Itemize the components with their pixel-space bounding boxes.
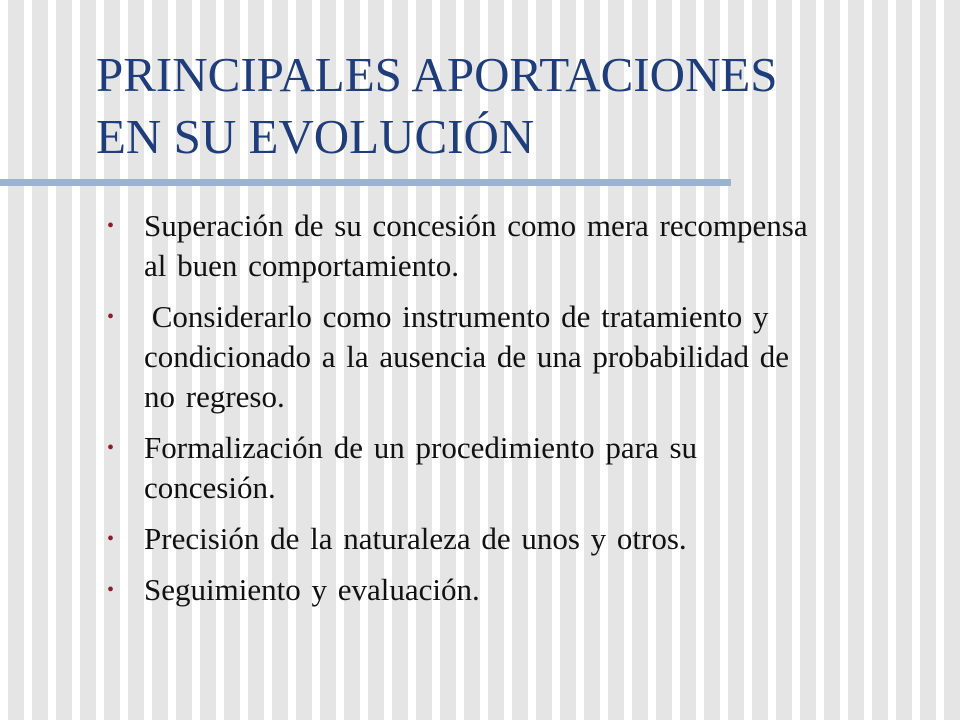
bullet-item bbox=[102, 570, 922, 610]
bullet-line: concesión. bbox=[144, 470, 276, 505]
bullet-line: Superación de su concesión como mera recompensa bbox=[144, 208, 808, 243]
bullet-dot-icon: • bbox=[107, 215, 115, 237]
bullet-line: Seguimiento y evaluación. bbox=[144, 572, 480, 607]
bullet-line: Formalización de un procedimiento para su bbox=[144, 430, 698, 465]
bullet-item bbox=[102, 206, 922, 286]
bullet-line: condicionado a la ausencia de una probabilidad de bbox=[144, 339, 790, 374]
bullet-list bbox=[102, 206, 922, 621]
bullet-line: Precisión de la naturaleza de unos y otros. bbox=[144, 521, 687, 556]
bullet-line: al buen comportamiento. bbox=[144, 248, 460, 283]
bullet-dot-icon: • bbox=[107, 579, 115, 601]
bullet-dot-icon: • bbox=[107, 528, 115, 550]
bullet-dot-icon: • bbox=[107, 306, 115, 328]
bullet-item bbox=[102, 519, 922, 559]
bullet-item bbox=[102, 428, 922, 508]
slide-title bbox=[96, 44, 896, 168]
title-line: EN SU EVOLUCIÓN bbox=[96, 109, 535, 164]
bullet-dot-icon: • bbox=[107, 437, 115, 459]
bullet-line: Considerarlo como instrumento de tratamiento y bbox=[144, 299, 769, 334]
bullet-item bbox=[102, 297, 922, 417]
bullet-line: no regreso. bbox=[144, 379, 285, 414]
title-line: PRINCIPALES APORTACIONES bbox=[96, 47, 778, 102]
title-underline-rule bbox=[0, 179, 731, 186]
